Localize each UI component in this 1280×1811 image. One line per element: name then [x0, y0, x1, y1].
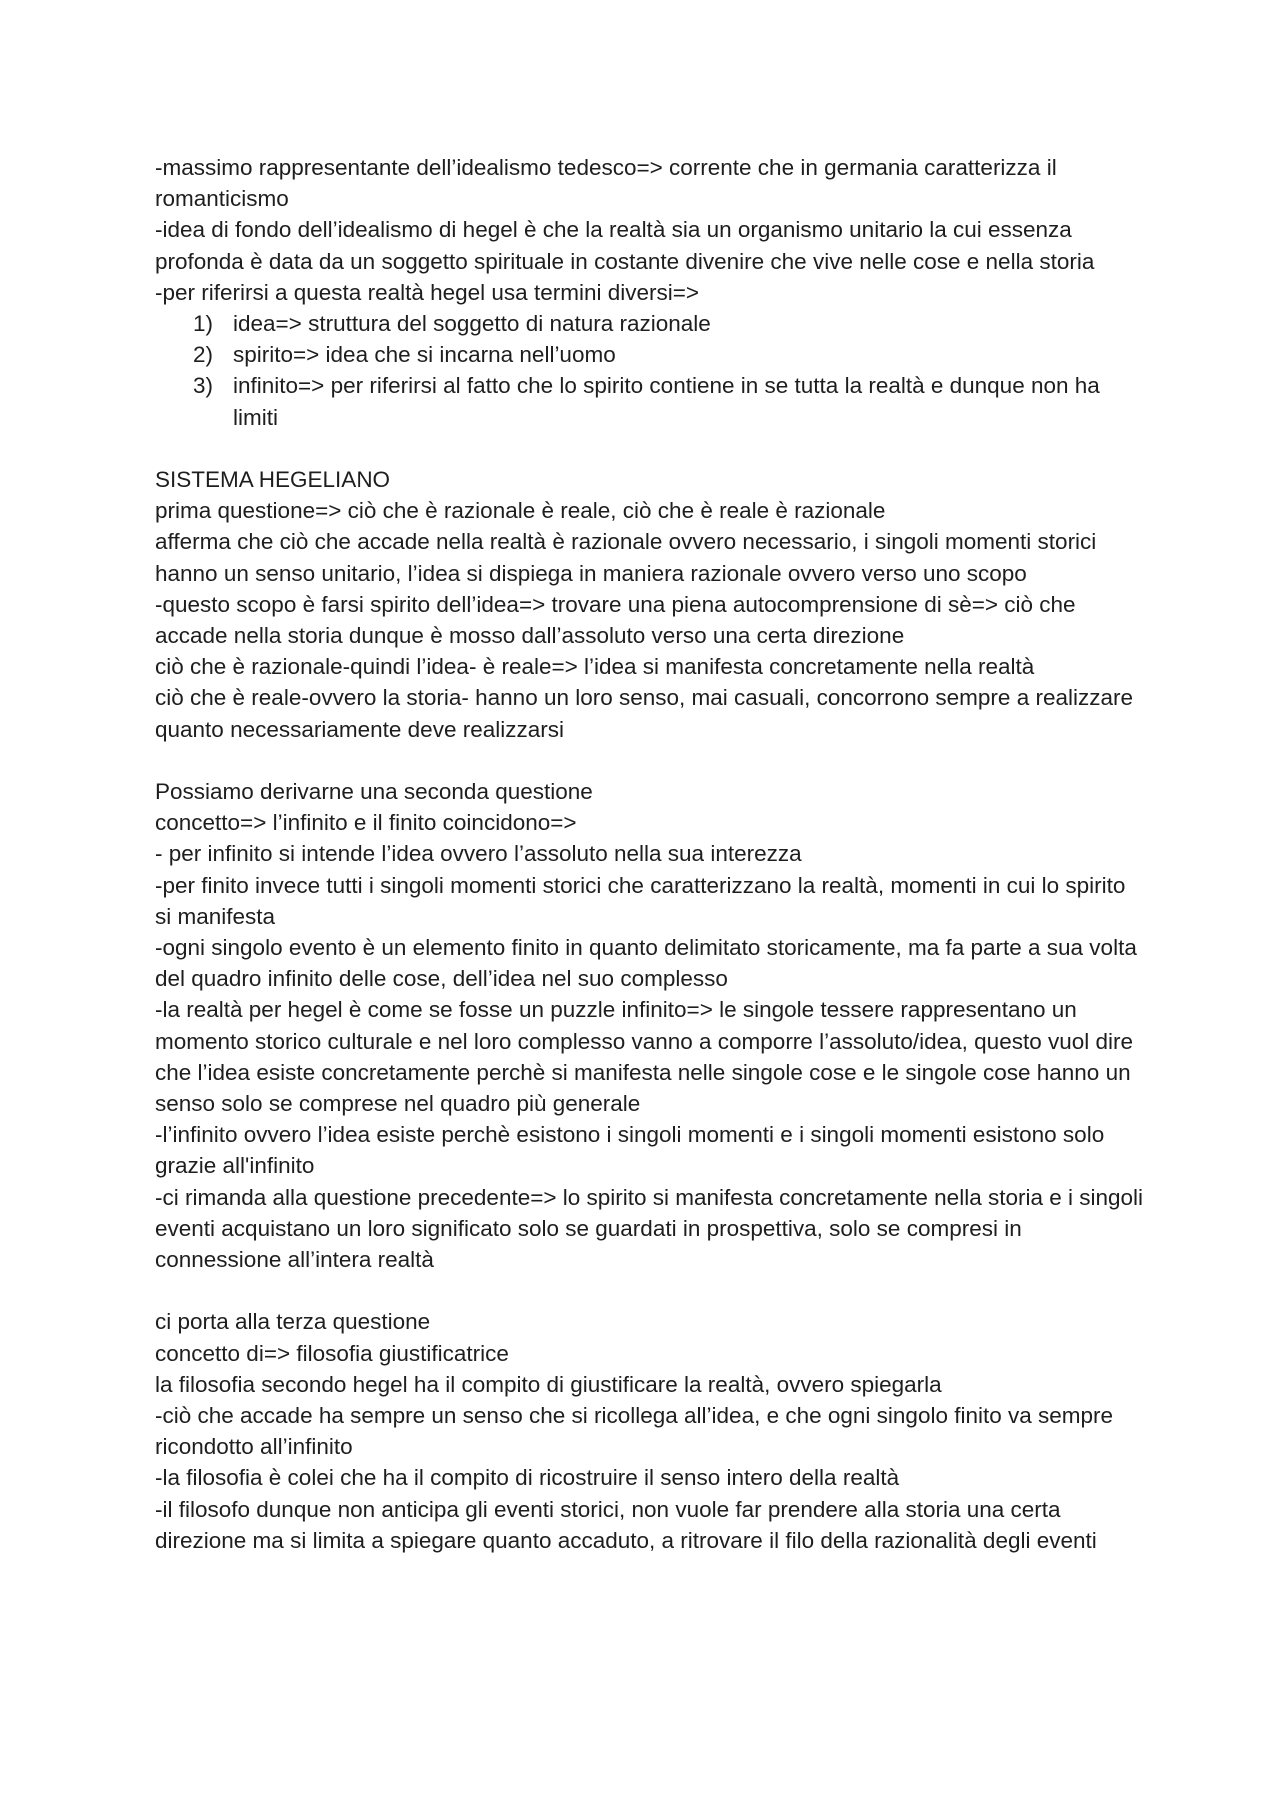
paragraph: -massimo rappresentante dell’idealismo tedesco=> corrente che in germania caratterizza il romanticismo	[155, 155, 1057, 212]
paragraph: -idea di fondo dell’idealismo di hegel è che la realtà sia un organismo unitario la cui essenza profonda è data da un soggetto spirituale in costante divenire che vive nelle cose e nella storia	[155, 217, 1095, 274]
list-number: 1)	[193, 311, 214, 337]
paragraph: la filosofia secondo hegel ha il compito di giustificare la realtà, ovvero spiegarla	[155, 1371, 942, 1397]
paragraph: ci porta alla terza questione	[155, 1309, 431, 1335]
blank-line	[155, 433, 1145, 464]
list-item-text: spirito=> idea che si incarna nell’uomo	[233, 342, 616, 368]
paragraph: ciò che è razionale-quindi l’idea- è reale=> l’idea si manifesta concretamente nella realtà	[155, 654, 1035, 680]
list-number: 3)	[193, 373, 214, 399]
list-item	[155, 370, 1145, 432]
paragraph: concetto=> l’infinito e il finito coincidono=>	[155, 810, 577, 836]
list-number: 2)	[193, 342, 214, 368]
section-terza-questione	[155, 1306, 1145, 1556]
paragraph: -la realtà per hegel è come se fosse un puzzle infinito=> le singole tessere rappresentano un momento storico culturale e nel loro complesso vanno a comporre l’assoluto/idea, questo vuol dire che l’idea esiste concretamente perchè si manifesta nelle singole cose e le singole cose hanno un senso solo se comprese nel quadro più generale	[155, 997, 1134, 1117]
paragraph: -ogni singolo evento è un elemento finito in quanto delimitato storicamente, ma fa parte a sua volta del quadro infinito delle cose, dell’idea nel suo complesso	[155, 935, 1137, 992]
list-item-text: idea=> struttura del soggetto di natura razionale	[233, 311, 711, 337]
list-item	[155, 308, 1145, 339]
paragraph: - per infinito si intende l’idea ovvero l’assoluto nella sua interezza	[155, 841, 802, 867]
section-sistema-hegeliano	[155, 464, 1145, 745]
paragraph: prima questione=> ciò che è razionale è reale, ciò che è reale è razionale	[155, 498, 886, 524]
intro-section	[155, 152, 1145, 433]
paragraph: afferma che ciò che accade nella realtà è razionale ovvero necessario, i singoli momenti storici hanno un senso unitario, l’idea si dispiega in maniera razionale ovvero verso uno scopo	[155, 529, 1097, 586]
paragraph: -la filosofia è colei che ha il compito di ricostruire il senso intero della realtà	[155, 1465, 900, 1491]
document-page	[155, 152, 1145, 1556]
paragraph: -il filosofo dunque non anticipa gli eventi storici, non vuole far prendere alla storia una certa direzione ma si limita a spiegare quanto accaduto, a ritrovare il filo della razionalità degli eventi	[155, 1496, 1097, 1553]
blank-line	[155, 1275, 1145, 1306]
paragraph: concetto di=> filosofia giustificatrice	[155, 1340, 509, 1366]
section-heading: SISTEMA HEGELIANO	[155, 467, 391, 493]
list-item-text: infinito=> per riferirsi al fatto che lo spirito contiene in se tutta la realtà e dunque non ha limiti	[233, 373, 1100, 430]
paragraph: -per finito invece tutti i singoli momenti storici che caratterizzano la realtà, momenti in cui lo spirito si manifesta	[155, 872, 1126, 929]
paragraph: -ciò che accade ha sempre un senso che si ricollega all’idea, e che ogni singolo finito va sempre ricondotto all’infinito	[155, 1403, 1114, 1460]
paragraph: -questo scopo è farsi spirito dell’idea=> trovare una piena autocomprensione di sè=> ciò che accade nella storia dunque è mosso dall’assoluto verso una certa direzione	[155, 591, 1076, 649]
numbered-list	[155, 308, 1145, 433]
paragraph: -l’infinito ovvero l’idea esiste perchè esistono i singoli momenti e i singoli momenti esistono solo grazie all'infinito	[155, 1122, 1105, 1179]
paragraph: ciò che è reale-ovvero la storia- hanno un loro senso, mai casuali, concorrono sempre a realizzare quanto necessariamente deve realizzarsi	[155, 685, 1133, 742]
paragraph: -ci rimanda alla questione precedente=> lo spirito si manifesta concretamente nella storia e i singoli eventi acquistano un loro significato solo se guardati in prospettiva, solo se compresi in connessione all’intera realtà	[155, 1184, 1144, 1273]
blank-line	[155, 745, 1145, 776]
section-seconda-questione	[155, 776, 1145, 1275]
list-item	[155, 339, 1145, 370]
paragraph: Possiamo derivarne una seconda questione	[155, 779, 593, 805]
paragraph: -per riferirsi a questa realtà hegel usa termini diversi=>	[155, 279, 699, 305]
